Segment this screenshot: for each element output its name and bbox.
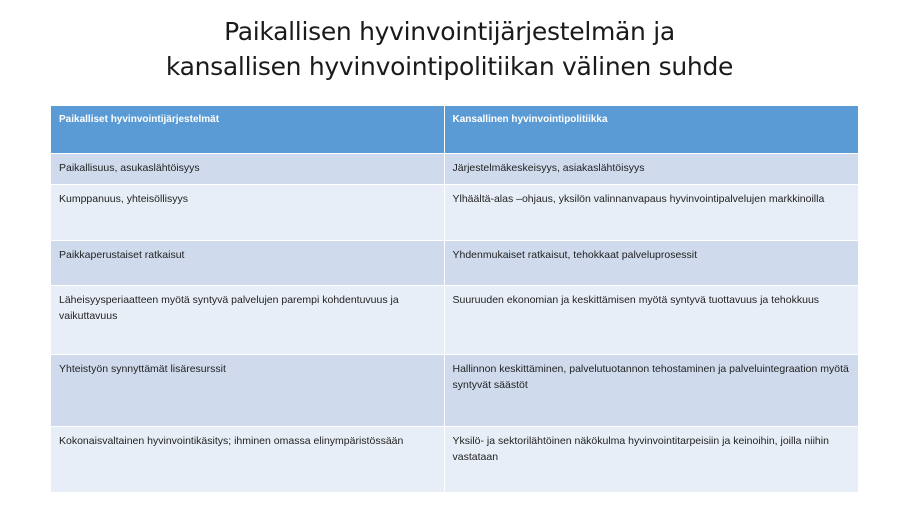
title-line-2: kansallisen hyvinvointipolitiikan välinen suhde xyxy=(165,52,734,81)
table-row xyxy=(51,286,858,355)
table-cell-national: Suuruuden ekonomian ja keskittämisen myötä syntyvä tuottavuus ja tehokkuus xyxy=(444,286,858,355)
table-cell-national: Hallinnon keskittäminen, palvelutuotannon tehostaminen ja palveluintegraation myötä syntyvät säästöt xyxy=(444,354,858,427)
table-row xyxy=(51,354,858,427)
title-line-1: Paikallisen hyvinvointijärjestelmän ja xyxy=(224,17,675,46)
table-cell-local: Paikkaperustaiset ratkaisut xyxy=(51,241,444,286)
column-header-local: Paikalliset hyvinvointijärjestelmät xyxy=(51,106,444,153)
table-cell-national: Järjestelmäkeskeisyys, asiakaslähtöisyys xyxy=(444,153,858,184)
table-cell-local: Yhteistyön synnyttämät lisäresurssit xyxy=(51,354,444,427)
table-header-row xyxy=(51,106,858,153)
table-cell-local: Paikallisuus, asukaslähtöisyys xyxy=(51,153,444,184)
slide-title xyxy=(0,14,899,84)
table-cell-national: Yksilö- ja sektorilähtöinen näkökulma hyvinvointitarpeisiin ja keinoihin, joilla niihin vastataan xyxy=(444,427,858,493)
comparison-table xyxy=(51,106,858,493)
table-cell-local: Kokonaisvaltainen hyvinvointikäsitys; ihminen omassa elinympäristössään xyxy=(51,427,444,493)
table-cell-national: Ylhäältä-alas –ohjaus, yksilön valinnanvapaus hyvinvointipalvelujen markkinoilla xyxy=(444,184,858,240)
table-row xyxy=(51,241,858,286)
table-row xyxy=(51,153,858,184)
table-cell-national: Yhdenmukaiset ratkaisut, tehokkaat palveluprosessit xyxy=(444,241,858,286)
column-header-national: Kansallinen hyvinvointipolitiikka xyxy=(444,106,858,153)
table-row xyxy=(51,184,858,240)
table-cell-local: Läheisyysperiaatteen myötä syntyvä palvelujen parempi kohdentuvuus ja vaikuttavuus xyxy=(51,286,444,355)
table-row xyxy=(51,427,858,493)
table-cell-local: Kumppanuus, yhteisöllisyys xyxy=(51,184,444,240)
